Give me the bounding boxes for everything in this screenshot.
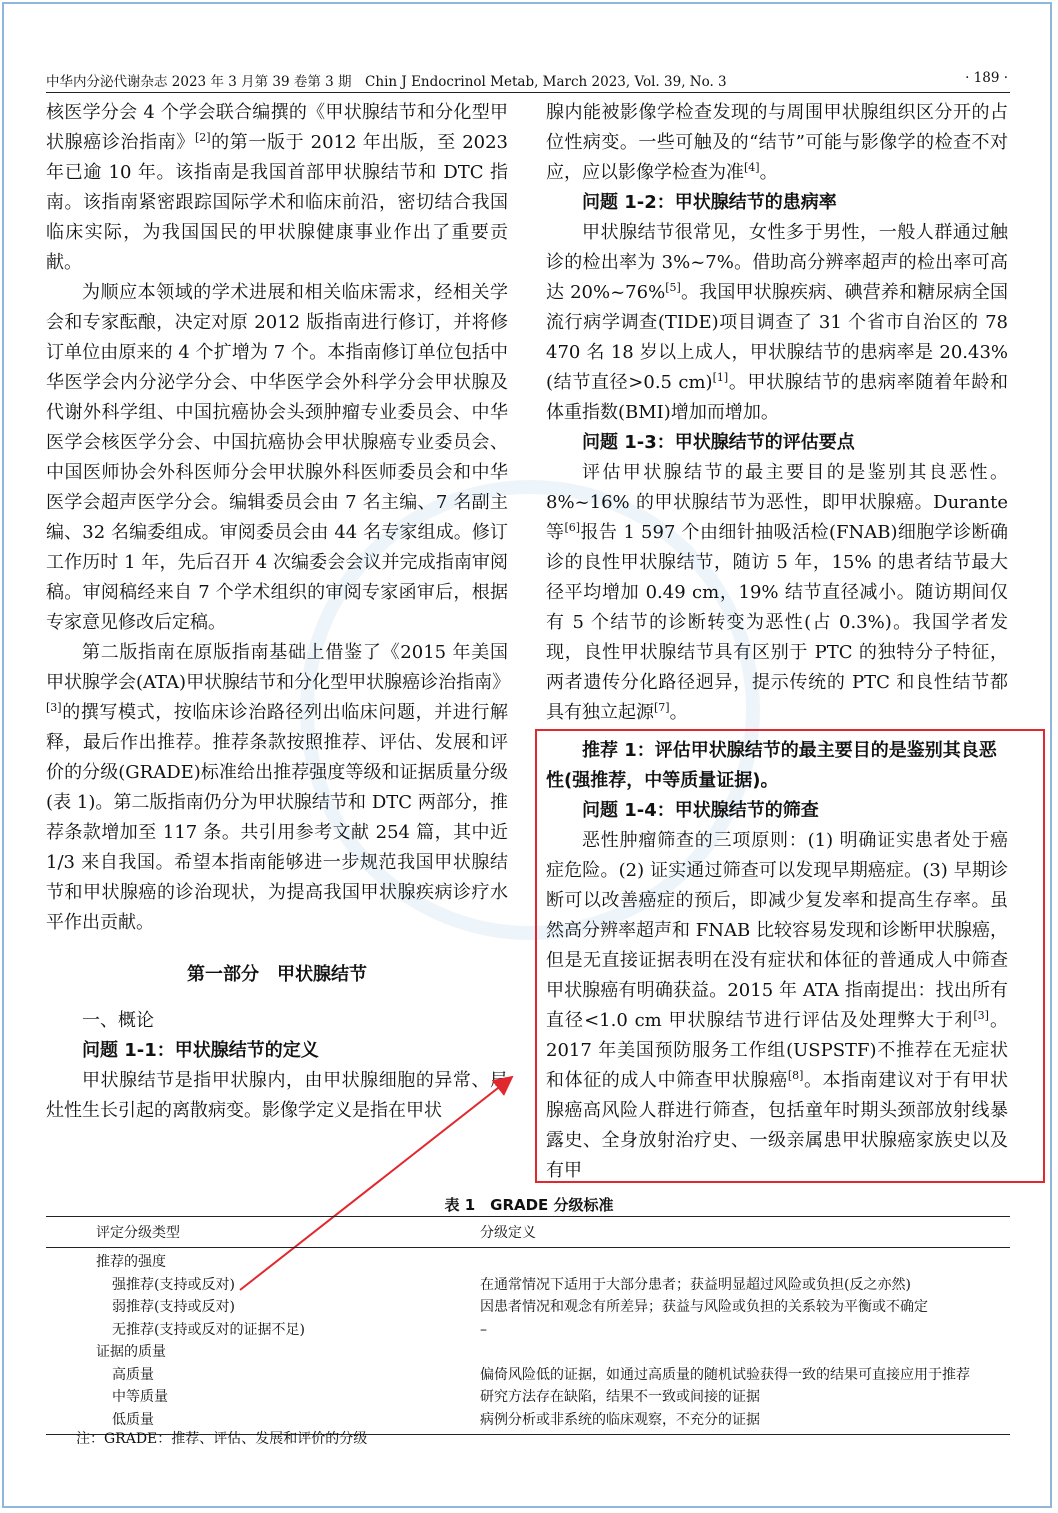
table-cell: 研究方法存在缺陷，结果不一致或间接的证据 [480, 1389, 760, 1405]
table-cell: 强推荐(支持或反对) [112, 1276, 235, 1293]
table-header: 评定分级类型 [46, 1217, 480, 1248]
table-header-row [46, 1217, 1010, 1248]
citation-ref[interactable]: [7] [654, 701, 670, 714]
table-row [46, 1274, 1010, 1297]
page-number: · 189 · [965, 70, 1008, 86]
table-cell: 偏倚风险低的证据，如通过高质量的随机试验获得一致的结果可直接应用于推荐 [480, 1366, 970, 1383]
paragraph: 评估甲状腺结节的最主要目的是鉴别其良恶性。8%~16% 的甲状腺结节为恶性，即甲状腺癌。Durante 等[6]报告 1 597 个由细针抽吸活检(FNAB)细胞学诊断确诊的良性甲状腺结节，随访 5 年，15% 的患者结节最大径平均增加 0.49 cm，19% 结节直径减小。随访期间仅有 5 个结节的诊断转变为恶性(占 0.3%)。我国学者发现，良性甲状腺结节具有区别于 PTC 的独特分子特征，两者遗传分化路径迥异，提示传统的 PTC 和良性结节都具有独立起源[7]。 [546, 462, 1009, 723]
citation-ref[interactable]: [3] [973, 1009, 989, 1022]
table-cell: 弱推荐(支持或反对) [112, 1299, 235, 1315]
citation-ref[interactable]: [2] [194, 131, 211, 144]
paragraph: 第二版指南在原版指南基础上借鉴了《2015 年美国甲状腺学会(ATA)甲状腺结节和分化型甲状腺癌诊治指南》[3]的撰写模式，按临床诊治路径列出临床问题，并进行解释，最后作出推荐。推荐条款按照推荐、评估、发展和评价的分级(GRADE)标准给出推荐强度等级和证据质量分级(表 1)。第二版指南仍分为甲状腺结节和 DTC 两部分，推荐条款增加至 117 条。共引用参考文献 254 篇，其中近 1/3 来自我国。希望本指南能够进一步规范我国甲状腺结节和甲状腺癌的诊治现状，为提高我国甲状腺疾病诊疗水平作出贡献。 [46, 642, 511, 933]
paragraph: 甲状腺结节很常见，女性多于男性，一般人群通过触诊的检出率为 3%~7%。借助高分辨率超声的检出率可高达 20%~76%[5]。我国甲状腺疾病、碘营养和糖尿病全国流行病学调查(TIDE)项目调查了 31 个省市自治区的 78 470 名 18 岁以上成人，甲状腺结节的患病率是 20.43%(结节直径>0.5 cm)[1]。甲状腺结节的患病率随着年龄和体重指数(BMI)增加而增加。 [546, 222, 1008, 423]
table-group-label: 推荐的强度 [96, 1254, 166, 1270]
table-group-label: 证据的质量 [96, 1344, 166, 1360]
table-cell: 无推荐(支持或反对的证据不足) [112, 1321, 305, 1338]
paragraph: 甲状腺结节是指甲状腺内，由甲状腺细胞的异常、局灶性生长引起的离散病变。影像学定义是指在甲状 [46, 1070, 508, 1121]
citation-ref[interactable]: [5] [665, 281, 681, 294]
citation-ref[interactable]: [3] [46, 701, 62, 714]
table-cell: 在通常情况下适用于大部分患者；获益明显超过风险或负担(反之亦然) [480, 1276, 911, 1293]
citation-ref[interactable]: [4] [744, 161, 760, 174]
paragraph: 腺内能被影像学检查发现的与周围甲状腺组织区分开的占位性病变。一些可触及的“结节”可能与影像学的检查不对应，应以影像学检查为准[4]。 [546, 102, 1008, 183]
citation-ref[interactable]: [8] [787, 1069, 804, 1082]
paragraph: 恶性肿瘤筛查的三项原则：(1) 明确证实患者处于癌症危险。(2) 证实通过筛查可以发现早期癌症。(3) 早期诊断可以改善癌症的预后，即减少复发率和提高生存率。虽然高分辨率超声和 FNAB 比较容易发现和诊断甲状腺癌，但是无直接证据表明在没有症状和体征的普通成人中筛查甲状腺癌有明确获益。2015 年 ATA 指南提出：找出所有直径<1.0 cm 甲状腺结节进行评估及处理弊大于利[3]。2017 年美国预防服务工作组(USPSTF)不推荐在无症状和体征的成人中筛查甲状腺癌[8]。本指南建议对于有甲状腺癌高风险人群进行筛查，包括童年时期头颈部放射线暴露史、全身放射治疗史、一级亲属患甲状腺癌家族史以及有甲 [546, 830, 1009, 1181]
question-heading: 问题 1-2：甲状腺结节的患病率 [582, 192, 837, 213]
table-row [46, 1341, 1010, 1364]
table-row [46, 1386, 1010, 1409]
question-heading: 问题 1-4：甲状腺结节的筛查 [582, 800, 819, 821]
table-cell: – [480, 1321, 487, 1338]
grade-table [46, 1216, 1010, 1435]
table-cell: 低质量 [46, 1409, 480, 1435]
table-cell: 中等质量 [112, 1389, 168, 1405]
journal-citation: 中华内分泌代谢杂志 2023 年 3 月第 39 卷第 3 期 Chin J Endocrinol Metab, March 2023, Vol. 39, No. 3 [46, 74, 727, 90]
recommendation: 推荐 1：评估甲状腺结节的最主要目的是鉴别其良恶性(强推荐，中等质量证据)。 [546, 740, 997, 791]
section-heading: 一、概论 [82, 1010, 154, 1031]
table-row [46, 1248, 1010, 1274]
table-row [46, 1364, 1010, 1387]
table-cell: 高质量 [112, 1366, 154, 1383]
citation-ref[interactable]: [1] [712, 371, 729, 384]
part-title: 第一部分 甲状腺结节 [187, 964, 367, 985]
table-row [46, 1319, 1010, 1342]
question-heading: 问题 1-3：甲状腺结节的评估要点 [582, 432, 855, 453]
table-header: 分级定义 [480, 1217, 1010, 1248]
table-cell: 因患者情况和观念有所差异；获益与风险或负担的关系较为平衡或不确定 [480, 1299, 928, 1315]
table-title: 表 1 GRADE 分级标准 [444, 1196, 614, 1214]
table-note: 注：GRADE：推荐、评估、发展和评价的分级 [76, 1431, 368, 1447]
table-row [46, 1296, 1010, 1319]
citation-ref[interactable]: [6] [564, 521, 581, 534]
question-heading: 问题 1-1：甲状腺结节的定义 [82, 1040, 319, 1061]
paragraph: 核医学分会 4 个学会联合编撰的《甲状腺结节和分化型甲状腺癌诊治指南》[2]的第一版于 2012 年出版，至 2023 年已逾 10 年。该指南是我国首部甲状腺结节和 DTC 指南。该指南紧密跟踪国际学术和临床前沿，密切结合我国临床实际，为我国国民的甲状腺健康事业作出了重要贡献。 [46, 102, 509, 273]
paragraph: 为顺应本领域的学术进展和相关临床需求，经相关学会和专家酝酿，决定对原 2012 版指南进行修订，并将修订单位由原来的 4 个扩增为 7 个。本指南修订单位包括中华医学会内分泌学分会、中华医学会外科学分会甲状腺及代谢外科学组、中国抗癌协会头颈肿瘤专业委员会、中华医学会核医学分会、中国抗癌协会甲状腺癌专业委员会、中国医师协会外科医师分会甲状腺外科医师委员会和中华医学会超声医学分会。编辑委员会由 7 名主编、7 名副主编、32 名编委组成。审阅委员会由 44 名专家组成。修订工作历时 1 年，先后召开 4 次编委会会议并完成指南审阅稿。审阅稿经来自 7 个学术组织的审阅专家函审后，根据专家意见修改后定稿。 [46, 282, 508, 633]
table-cell: 病例分析或非系统的临床观察，不充分的证据 [480, 1409, 1010, 1435]
